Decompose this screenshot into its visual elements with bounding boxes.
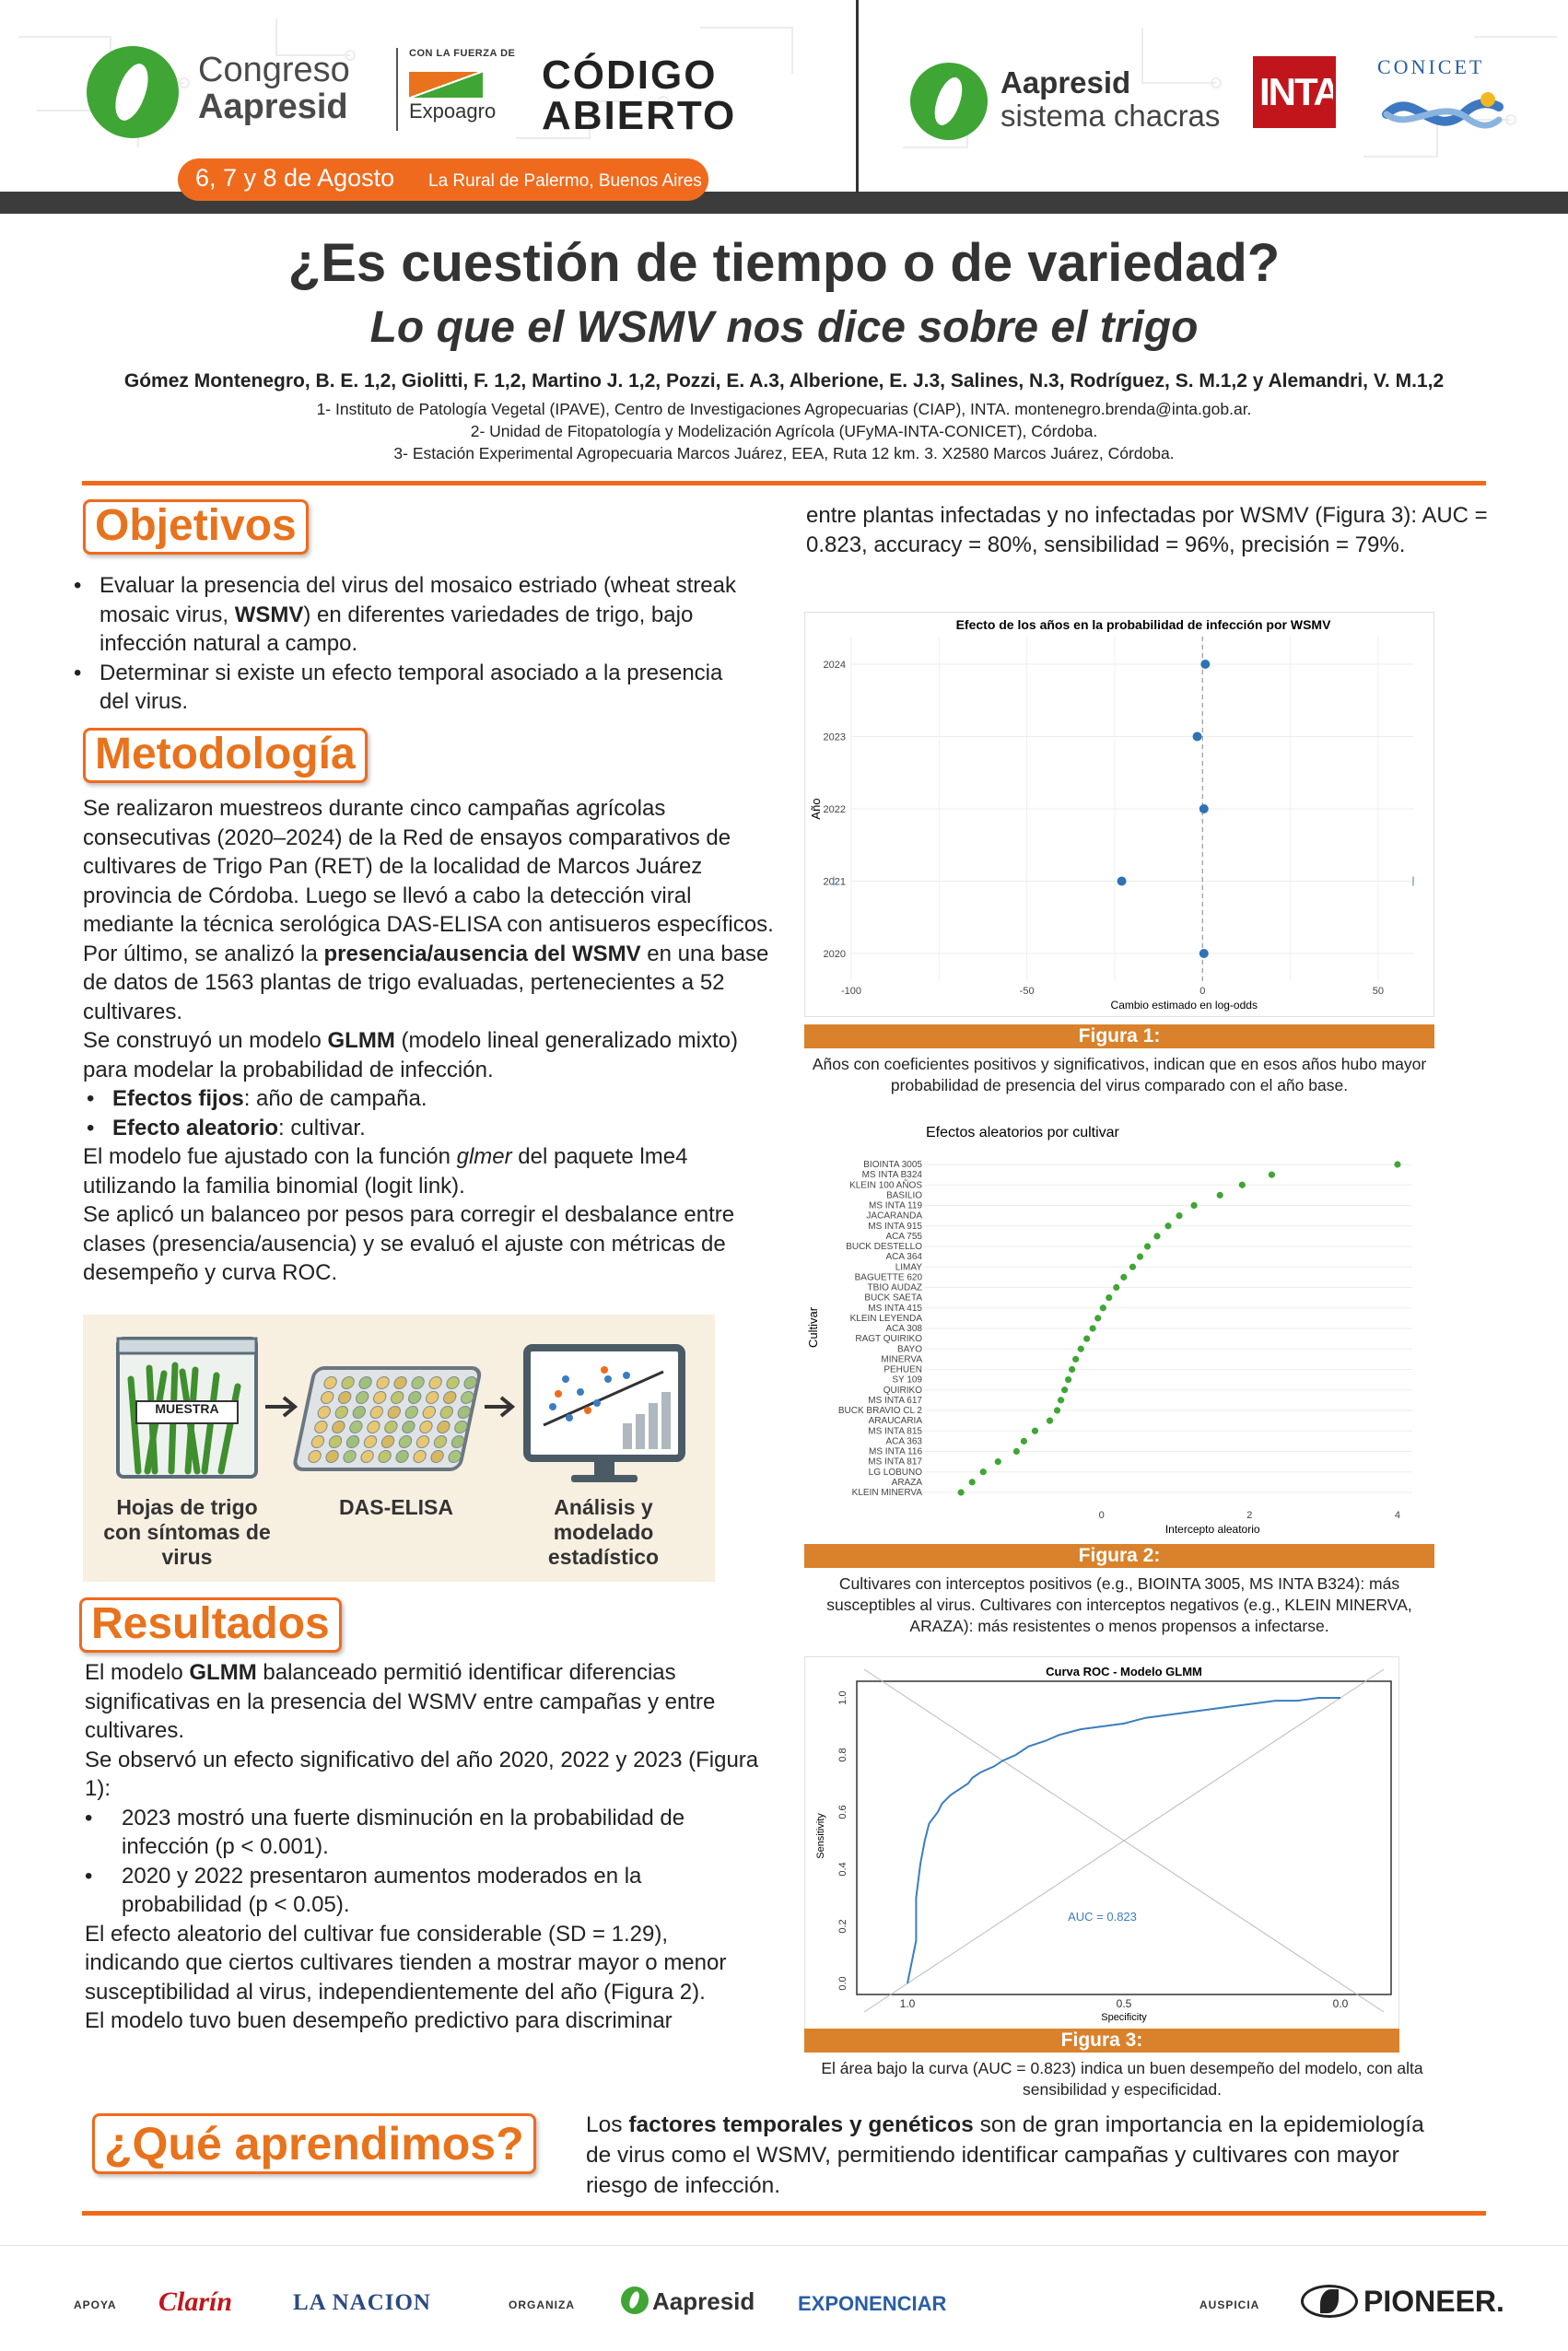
fig3-xtick: 0.0	[1332, 1997, 1349, 2010]
m-p1a: Se realizaron muestreos durante cinco campañas agrícolas consecutivas (2020–2024) de la Red de ensayos comparativos de cultivares de Trigo Pan (RET) de la localidad de Marcos Juárez provincia de Córdoba. Luego se llevó a cabo la detección viral mediante la técnica serológica DAS-ELISA con antisueros específicos. Por último, se analizó la	[83, 796, 774, 966]
fig3-ytick: 0.0	[837, 1976, 848, 1991]
obj2-text: Determinar si existe un efecto temporal asociado a la presencia del virus.	[99, 660, 723, 714]
poster-subtitle: Lo que el WSMV nos dice sobre el trigo	[369, 303, 1199, 352]
fig2-ytick: BAYO	[896, 1344, 922, 1355]
r-p1b: GLMM	[189, 1660, 257, 1685]
figure-1-chart	[805, 613, 1435, 1018]
fig2-point	[1153, 1233, 1160, 1239]
fig2-point	[969, 1479, 976, 1485]
ea-label: Efecto aleatorio	[112, 1115, 279, 1140]
figure-1-label: Figura 1:	[804, 1024, 1434, 1048]
r-p1c: balanceado permitió identificar diferencias significativas en la presencia del WSMV entre campañas y entre cultivares.	[85, 1660, 716, 1743]
res-p4: El modelo tuvo buen desempeño predictivo para discriminar	[85, 2008, 673, 2033]
fig2-xtick: 2	[1246, 1510, 1253, 1521]
fig2-point	[1061, 1386, 1068, 1393]
fig3-auc-annotation: AUC = 0.823	[1068, 1909, 1137, 1924]
fig3-xlabel: Specificity	[1101, 2012, 1147, 2023]
fig2-ytick: ACA 363	[885, 1436, 922, 1447]
fig2-ytick: LIMAY	[895, 1262, 922, 1273]
fig2-point	[1394, 1161, 1400, 1167]
fig3-frame	[857, 1681, 1391, 1994]
fig2-ytick: MS INTA B324	[861, 1170, 922, 1181]
fig1-xlabel: Cambio estimado en log-odds	[1110, 999, 1258, 1012]
clarin-logo: Clarín	[158, 2287, 233, 2317]
expoagro-logo-text: Expoagro	[409, 99, 497, 123]
objetivo-2	[74, 659, 755, 717]
fig2-title: Efectos aleatorios por cultivar	[926, 1125, 1119, 1140]
affiliation-3: 3- Estación Experimental Agropecuaria Marcos Juárez, EEA, Ruta 12 km. 3. X2580 Marcos Juárez, Córdoba.	[393, 444, 1175, 462]
fig1-ytick: 2024	[823, 660, 846, 671]
fig2-point	[1100, 1304, 1106, 1311]
fig2-ytick: KLEIN MINERVA	[851, 1488, 922, 1498]
muestra-label: MUESTRA	[155, 1401, 219, 1416]
expoagro-logo-icon	[409, 72, 483, 98]
fig2-point	[1113, 1284, 1119, 1291]
fig2-point	[1078, 1346, 1084, 1352]
fig2-point	[958, 1489, 965, 1495]
codigo-line2: ABIERTO	[542, 93, 737, 138]
conclusion-text	[586, 2110, 1433, 2201]
fig1-xtick: -100	[840, 986, 862, 997]
res-p1	[85, 1658, 766, 1746]
rb1-text: 2023 mostró una fuerte disminución en la probabilidad de infección (p < 0.001).	[122, 1805, 685, 1859]
fig2-ytick: BUCK SAETA	[864, 1292, 922, 1304]
metodologia-body	[83, 794, 783, 1288]
resultados-heading: Resultados	[79, 1597, 342, 1653]
rb2-text: 2020 y 2022 presentaron aumentos moderados en la probabilidad (p < 0.05).	[122, 1863, 642, 1917]
fig2-point	[1164, 1222, 1171, 1229]
metodologia-heading: Metodología	[83, 728, 368, 783]
fig2-point	[1239, 1182, 1246, 1188]
fig2-ytick: MS INTA 815	[868, 1426, 922, 1437]
fig2-ytick: TBIO AUDAZ	[867, 1282, 922, 1293]
arrow-icon	[265, 1398, 295, 1416]
monitor-icon	[527, 1348, 682, 1458]
metodo-p3	[83, 1142, 783, 1200]
fig2-ytick: RAGT QUIRIKO	[855, 1334, 922, 1345]
objetivo-1	[74, 571, 755, 659]
congreso-line1: Congreso	[198, 51, 350, 89]
fig2-point	[1094, 1315, 1101, 1321]
efectos-fijos	[87, 1084, 783, 1114]
fig2-ytick: JACARANDA	[866, 1211, 922, 1222]
aapresid-footer-icon	[621, 2287, 649, 2314]
fig1-title: Efecto de los años en la probabilidad de infección por WSMV	[955, 617, 1331, 632]
apoya-label: APOYA	[74, 2298, 117, 2311]
congreso-aapresid-logo-text	[198, 52, 350, 125]
objetivos-body	[74, 571, 755, 717]
que-aprendimos-heading: ¿Qué aprendimos?	[92, 2113, 536, 2174]
elisa-plate-icon	[294, 1368, 481, 1469]
fig1-point-2020	[1199, 949, 1209, 958]
figure-3-label: Figura 3:	[804, 2029, 1399, 2053]
pioneer-leaf-icon	[1301, 2285, 1358, 2318]
fig2-point	[1217, 1192, 1223, 1199]
fig1-ytick: 2023	[823, 731, 846, 743]
poster-title: ¿Es cuestión de tiempo o de variedad?	[287, 233, 1281, 293]
fig1-xtick: 0	[1199, 986, 1206, 997]
congreso-aapresid-logo-icon	[87, 46, 179, 138]
fig2-point	[1269, 1172, 1275, 1178]
workflow-step-2: DAS-ELISA	[339, 1495, 453, 1519]
fig2-ytick: MS INTA 415	[868, 1303, 922, 1314]
pioneer-logo: PIONEER.	[1363, 2285, 1504, 2318]
fig3-ytick: 1.0	[837, 1690, 848, 1705]
workflow-illustration	[83, 1315, 715, 1582]
fig2-point	[1191, 1202, 1198, 1209]
fig2-ytick: MINERVA	[881, 1354, 922, 1365]
figure-2-chart	[804, 1113, 1434, 1546]
fig2-ytick: BAGUETTE 620	[854, 1272, 922, 1283]
fig2-xlabel: Intercepto aleatorio	[1164, 1523, 1260, 1536]
conicet-logo-icon	[1377, 87, 1506, 138]
obj1-wsmv: WSMV	[234, 602, 304, 627]
efecto-aleatorio	[87, 1114, 783, 1143]
c-t2: factores temporales y genéticos	[628, 2112, 974, 2137]
m-p3a: El modelo fue ajustado con la función	[83, 1144, 457, 1169]
fig2-point	[1013, 1448, 1020, 1455]
fig2-point	[1021, 1438, 1027, 1445]
fig2-point	[980, 1468, 987, 1475]
fig2-xtick: 0	[1098, 1510, 1105, 1521]
header-vertical-divider	[856, 0, 859, 193]
fig3-xtick: 0.5	[1116, 1997, 1132, 2010]
m-p3b: glmer	[456, 1144, 512, 1169]
res-bullet-1	[85, 1804, 766, 1862]
fig2-ytick: ACA 755	[885, 1231, 922, 1242]
event-place: La Rural de Palermo, Buenos Aires	[428, 171, 702, 191]
orange-divider-top	[82, 481, 1486, 485]
objetivos-heading: Objetivos	[83, 499, 309, 555]
fig2-ytick: MS INTA 617	[868, 1395, 922, 1406]
res-bullet-2	[85, 1862, 766, 1920]
affiliation-1: 1- Instituto de Patología Vegetal (IPAVE), Centro de Investigaciones Agropecuarias (CIAP), INTA. montenegro.brenda@inta.gob.ar.	[316, 400, 1252, 418]
fig2-ytick: MS INTA 119	[869, 1200, 922, 1211]
fig2-point	[1120, 1274, 1127, 1281]
codigo-abierto-logo	[542, 55, 736, 136]
figure-3-card	[804, 1656, 1399, 2040]
fig2-ytick: ACA 364	[885, 1252, 922, 1263]
fig3-ytick: 0.8	[837, 1748, 848, 1762]
fig1-point-2022	[1199, 804, 1209, 813]
c-t3: son de gran importancia en la epidemiología de virus como el WSMV, permitiendo identificar campañas y cultivares con mayor riesgo de infección.	[586, 2112, 1424, 2198]
fig2-point	[1083, 1336, 1090, 1342]
metodo-p4: Se aplicó un balanceo por pesos para corregir el desbalance entre clases (presencia/ausencia) y se evaluó el ajuste con métricas de desempeño y curva ROC.	[83, 1202, 735, 1285]
ef-label: Efectos fijos	[112, 1086, 244, 1111]
workflow-step-1: Hojas de trigo con síntomas de virus	[103, 1495, 271, 1569]
fig3-ytick: 0.6	[837, 1805, 848, 1819]
fig2-ytick: MS INTA 915	[868, 1221, 922, 1232]
fig1-xtick: 50	[1372, 986, 1384, 997]
fig1-ytick: 2022	[823, 804, 846, 815]
fig1-point-2021	[1117, 877, 1127, 886]
fig2-point	[1058, 1397, 1064, 1403]
fig1-ylabel: Año	[809, 798, 823, 820]
fig2-ytick: KLEIN LEYENDA	[849, 1313, 922, 1324]
fig2-point	[1129, 1264, 1136, 1270]
m-p3c: del paquete lme4 utilizando la familia binomial (logit link).	[83, 1144, 688, 1199]
fig3-ytick: 0.4	[837, 1862, 848, 1877]
event-date: 6, 7 y 8 de Agosto	[195, 164, 395, 192]
fig2-ytick: ARAUCARIA	[868, 1416, 922, 1427]
aapresid-chacras-logo-icon	[910, 63, 988, 140]
figure-1-caption: Años con coeficientes positivos y significativos, indican que en esos años hubo mayor probabilidad de presencia del virus comparado con el año base.	[812, 1055, 1427, 1094]
ea-text: : cultivar.	[278, 1115, 366, 1140]
fig2-point	[1106, 1294, 1112, 1301]
res-p3: El efecto aleatorio del cultivar fue considerable (SD = 1.29), indicando que ciertos cultivares tienden a mostrar mayor o menor susceptibilidad al virus, independientemente del año (Figura 2).	[85, 1921, 727, 2005]
metodo-p2	[83, 1026, 783, 1084]
figure-3-chart	[805, 1657, 1400, 2041]
inta-logo: INTA	[1256, 59, 1333, 125]
fig2-point	[1032, 1428, 1038, 1434]
arrow-icon	[485, 1398, 512, 1416]
m-p1b: presencia/ausencia del WSMV	[323, 941, 641, 966]
fig2-ytick: ACA 308	[885, 1324, 922, 1334]
metodo-p1	[83, 794, 783, 1026]
fig2-xtick: 4	[1394, 1510, 1401, 1521]
aapresid-footer-logo: Aapresid	[652, 2287, 755, 2315]
fig2-ytick: BUCK DESTELLO	[846, 1242, 922, 1252]
fig2-ytick: LG LOBUNO	[868, 1467, 922, 1478]
resultados-body	[85, 1658, 766, 2036]
res-p2: Se observó un efecto significativo del año 2020, 2022 y 2023 (Figura 1):	[85, 1747, 759, 1801]
res-p5: entre plantas infectadas y no infectadas por WSMV (Figura 3): AUC = 0.823, accuracy = 80%, sensibilidad = 96%, precisión = 79%.	[806, 503, 1488, 557]
figure-2-label: Figura 2:	[804, 1544, 1434, 1568]
conicet-logo-text: CONICET	[1377, 55, 1485, 78]
fig2-ytick: BASILIO	[886, 1190, 922, 1201]
fig2-ytick: SY 109	[892, 1374, 922, 1386]
fig2-point	[1072, 1356, 1079, 1363]
header-separator	[396, 48, 398, 131]
obj1-text-c: ) en diferentes variedades de trigo, bajo infección natural a campo.	[99, 602, 694, 656]
fig2-point	[1089, 1325, 1095, 1331]
m-p2a: Se construyó un modelo	[83, 1028, 328, 1053]
fig3-title: Curva ROC - Modelo GLMM	[1046, 1665, 1202, 1678]
m-p2b: GLMM	[327, 1028, 395, 1053]
authors: Gómez Montenegro, B. E. 1,2, Giolitti, F. 1,2, Martino J. 1,2, Pozzi, E. A.3, Alberione, E. J.3, Salines, N.3, Rodríguez, S. M.1,2 y Alemandri, V. M.1,2	[123, 370, 1445, 392]
ef-text: : año de campaña.	[243, 1086, 427, 1111]
fig2-point	[1065, 1376, 1071, 1383]
fig2-point	[1137, 1254, 1143, 1260]
fig1-point-2024	[1200, 660, 1210, 669]
fig2-point	[1069, 1366, 1075, 1373]
aps-line1: Aapresid	[1000, 65, 1131, 99]
fig2-ytick: MS INTA 116	[869, 1446, 922, 1457]
m-p2c: (modelo lineal generalizado mixto) para modelar la probabilidad de infección.	[83, 1028, 738, 1082]
aps-line2: sistema chacras	[1000, 99, 1221, 133]
affiliation-2: 2- Unidad de Fitopatología y Modelización Agrícola (UFyMA-INTA-CONICET), Córdoba.	[470, 422, 1098, 440]
exponencial-logo: EXPONENCIAR	[798, 2292, 947, 2315]
figure-3-caption: El área bajo la curva (AUC = 0.823) indica un buen desempeño del modelo, con alta sensibilidad y especificidad.	[821, 2059, 1423, 2099]
fig1-ytick: 2020	[823, 949, 846, 960]
con-la-fuerza-label: CON LA FUERZA DE	[409, 48, 516, 59]
figure-2-caption: Cultivares con interceptos positivos (e.g., BIOINTA 3005, MS INTA B324): más susceptibles al virus. Cultivares con interceptos negativos (e.g., KLEIN MINERVA, ARAZA): más resistentes o menos propensos a infectarse.	[826, 1574, 1412, 1635]
fig3-ylabel: Sensitivity	[815, 1813, 826, 1859]
figure-2-card	[804, 1113, 1434, 1546]
fig2-ytick: ARAZA	[891, 1477, 922, 1488]
r-p1a: El modelo	[85, 1660, 190, 1685]
fig1-xtick: -50	[1019, 986, 1035, 997]
fig1-ytick: 2021	[823, 876, 846, 888]
figure-1-card	[804, 612, 1434, 1017]
fig2-ytick: BIOINTA 3005	[863, 1160, 922, 1170]
aapresid-chacras-logo-text	[1000, 66, 1220, 133]
fig2-ytick: MS INTA 817	[868, 1456, 922, 1468]
auspicia-label: AUSPICIA	[1199, 2298, 1260, 2311]
fig1-point-2023	[1193, 732, 1202, 742]
fig3-ytick: 0.2	[837, 1919, 848, 1934]
codigo-line1: CÓDIGO	[542, 53, 718, 98]
orange-divider-bottom	[82, 2211, 1486, 2216]
workflow-step-3: Análisis y modelado estadístico	[547, 1495, 660, 1569]
fig2-ylabel: Cultivar	[806, 1306, 820, 1349]
fig2-point	[1047, 1418, 1053, 1424]
fig2-point	[1144, 1243, 1151, 1249]
fig2-ytick: KLEIN 100 AÑOS	[849, 1180, 922, 1191]
obj1-text-a: Evaluar la presencia del virus del mosaico estriado (wheat streak mosaic virus,	[99, 573, 736, 627]
fig2-point	[1176, 1212, 1182, 1219]
fig2-ytick: BUCK BRAVIO CL 2	[837, 1406, 922, 1416]
la-nacion-logo: LA NACION	[293, 2290, 431, 2315]
c-t1: Los	[586, 2112, 629, 2137]
fig2-point	[995, 1458, 1001, 1465]
organiza-label: ORGANIZA	[509, 2298, 575, 2311]
fig2-point	[1054, 1407, 1060, 1413]
m-p1c: en una base de datos de 1563 plantas de trigo evaluadas, pertenecientes a 52 cultivares.	[83, 941, 769, 1024]
fig2-ytick: QUIRIKO	[883, 1385, 922, 1396]
congreso-line2: Aapresid	[198, 88, 348, 126]
fig3-xtick: 1.0	[899, 1997, 916, 2010]
fig2-ytick: PEHUEN	[883, 1364, 922, 1375]
